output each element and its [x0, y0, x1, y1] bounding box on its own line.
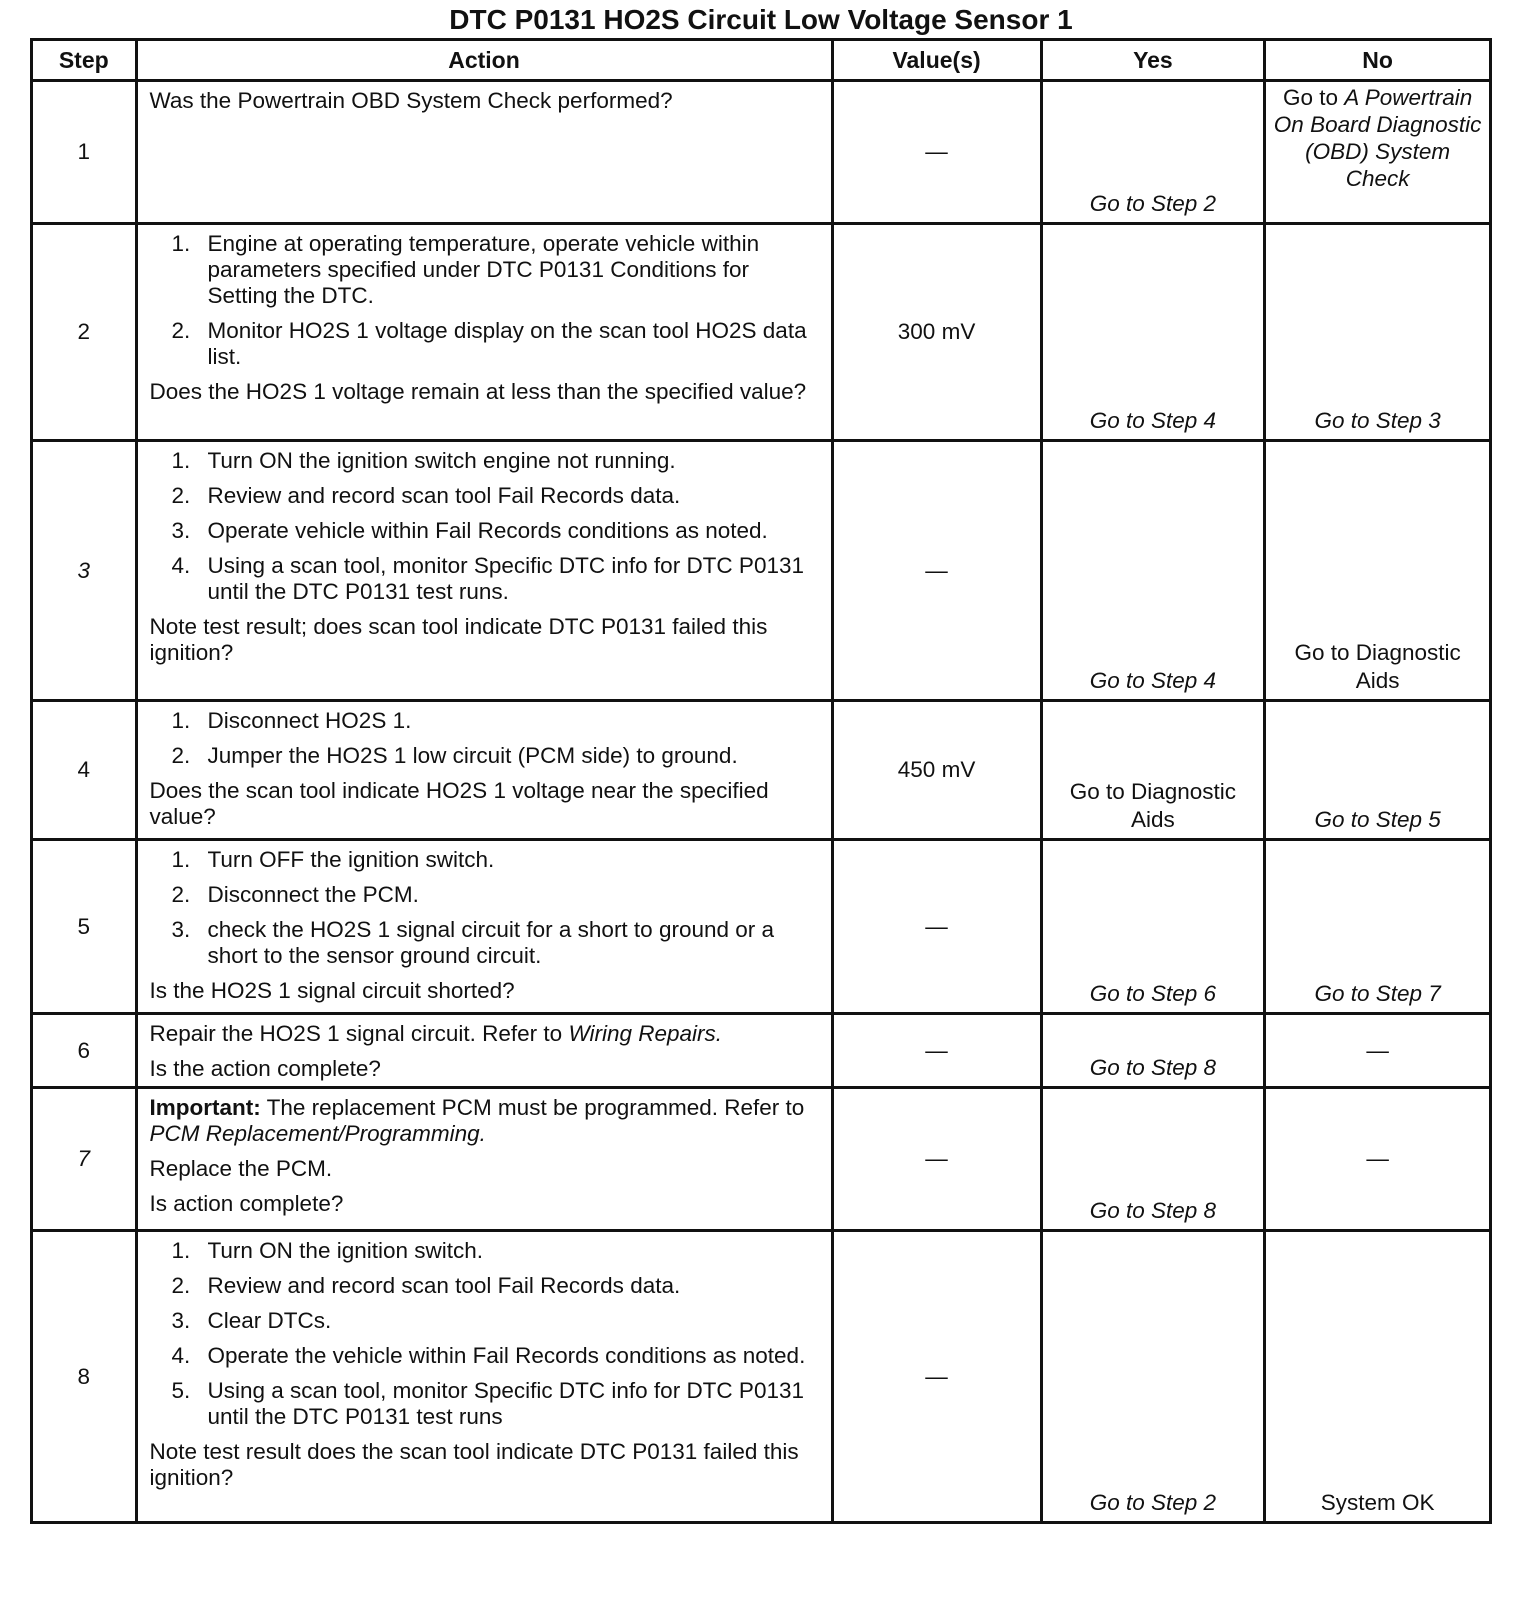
- list-item-text: Jumper the HO2S 1 low circuit (PCM side) to ground.: [207, 743, 738, 768]
- yes-cell: Go to Step 8: [1041, 1014, 1265, 1088]
- action-cell: [136, 701, 832, 840]
- action-text: Repair the HO2S 1 signal circuit. Refer to: [149, 1021, 569, 1046]
- table-row: [32, 1231, 1491, 1523]
- action-cell: [136, 1231, 832, 1523]
- header-values: Value(s): [832, 40, 1041, 81]
- list-item-text: Turn OFF the ignition switch.: [207, 847, 495, 872]
- header-action: Action: [136, 40, 832, 81]
- no-cell: Go to Diagnostic Aids: [1265, 441, 1491, 701]
- action-list: [150, 708, 821, 769]
- step-number: 2: [32, 224, 137, 441]
- action-cell: [136, 224, 832, 441]
- step-number: 4: [32, 701, 137, 840]
- yes-cell: Go to Step 4: [1041, 441, 1265, 701]
- value-cell: —: [832, 1014, 1041, 1088]
- action-list: [150, 847, 821, 969]
- header-row: [32, 40, 1491, 81]
- table-row: [32, 1088, 1491, 1231]
- action-question: Is action complete?: [149, 1191, 344, 1216]
- action-reference: PCM Replacement/Programming.: [149, 1121, 486, 1146]
- list-item-text: Disconnect HO2S 1.: [207, 708, 412, 733]
- yes-cell: Go to Step 2: [1041, 1231, 1265, 1523]
- action-cell: [136, 81, 832, 224]
- list-item-text: Review and record scan tool Fail Records data.: [207, 1273, 681, 1298]
- step-number: 3: [32, 441, 137, 701]
- list-item-text: check the HO2S 1 signal circuit for a short to ground or a short to the sensor ground circuit.: [207, 917, 775, 968]
- list-item: 1. Engine at operating temperature, operate vehicle within parameters specified under DTC P0131 Conditions for Setting the DTC.: [171, 231, 760, 308]
- value-cell: —: [832, 81, 1041, 224]
- important-note: [150, 1095, 821, 1147]
- list-item: 5. Using a scan tool, monitor Specific DTC info for DTC P0131 until the DTC P0131 test runs: [171, 1378, 804, 1429]
- value-cell: 300 mV: [832, 224, 1041, 441]
- action-cell: [136, 1014, 832, 1088]
- table-row: [32, 701, 1491, 840]
- header-yes: Yes: [1041, 40, 1265, 81]
- step-number: 5: [32, 840, 137, 1014]
- diagnostic-table: [30, 38, 1492, 1524]
- list-item: 3. check the HO2S 1 signal circuit for a short to ground or a short to the sensor ground circuit.: [171, 917, 775, 968]
- step-number: 7: [32, 1088, 137, 1231]
- step-number: 1: [32, 81, 137, 224]
- step-number: 6: [32, 1014, 137, 1088]
- header-step: Step: [32, 40, 137, 81]
- list-item: 2. Jumper the HO2S 1 low circuit (PCM side) to ground.: [171, 743, 738, 768]
- yes-cell: Go to Step 8: [1041, 1088, 1265, 1231]
- action-line: Replace the PCM.: [149, 1156, 333, 1181]
- list-item-text: Operate vehicle within Fail Records conditions as noted.: [207, 518, 768, 543]
- action-question: Note test result does the scan tool indicate DTC P0131 failed this ignition?: [149, 1439, 799, 1490]
- action-question: Does the scan tool indicate HO2S 1 voltage near the specified value?: [149, 778, 769, 829]
- no-cell: Go to Step 7: [1265, 840, 1491, 1014]
- list-item-text: Engine at operating temperature, operate vehicle within parameters specified under DTC P0131 Conditions for Setting the DTC.: [207, 231, 760, 308]
- action-question: Does the HO2S 1 voltage remain at less than the specified value?: [149, 379, 807, 404]
- action-list: [150, 1238, 821, 1430]
- list-item-text: Turn ON the ignition switch engine not running.: [207, 448, 676, 473]
- list-item: 2. Monitor HO2S 1 voltage display on the scan tool HO2S data list.: [171, 318, 807, 369]
- list-item: 4. Operate the vehicle within Fail Records conditions as noted.: [171, 1343, 806, 1368]
- list-item-text: Using a scan tool, monitor Specific DTC info for DTC P0131 until the DTC P0131 test runs: [207, 1378, 804, 1429]
- no-cell: —: [1265, 1014, 1491, 1088]
- list-item: 4. Using a scan tool, monitor Specific DTC info for DTC P0131 until the DTC P0131 test runs.: [171, 553, 804, 604]
- no-cell: [1265, 81, 1491, 224]
- list-item-text: Turn ON the ignition switch.: [207, 1238, 484, 1263]
- list-item: 2. Review and record scan tool Fail Records data.: [171, 483, 681, 508]
- no-cell: Go to Step 3: [1265, 224, 1491, 441]
- list-item: 3. Operate vehicle within Fail Records conditions as noted.: [171, 518, 768, 543]
- list-item: 3. Clear DTCs.: [171, 1308, 332, 1333]
- value-cell: 450 mV: [832, 701, 1041, 840]
- list-item-text: Review and record scan tool Fail Records data.: [207, 483, 681, 508]
- action-question: Note test result; does scan tool indicate DTC P0131 failed this ignition?: [149, 614, 768, 665]
- list-item-text: Disconnect the PCM.: [207, 882, 419, 907]
- document-title: DTC P0131 HO2S Circuit Low Voltage Sensor 1: [449, 4, 1073, 35]
- list-item-text: Operate the vehicle within Fail Records conditions as noted.: [207, 1343, 806, 1368]
- list-item: 1. Turn ON the ignition switch.: [171, 1238, 484, 1263]
- yes-cell: Go to Diagnostic Aids: [1041, 701, 1265, 840]
- list-item-text: Using a scan tool, monitor Specific DTC info for DTC P0131 until the DTC P0131 test runs.: [207, 553, 804, 604]
- step-number: 8: [32, 1231, 137, 1523]
- table-row: [32, 1014, 1491, 1088]
- action-question: Was the Powertrain OBD System Check performed?: [149, 88, 673, 113]
- action-list: [150, 448, 821, 605]
- list-item: 1. Turn ON the ignition switch engine not running.: [171, 448, 676, 473]
- no-cell: Go to Step 5: [1265, 701, 1491, 840]
- action-list: [150, 231, 821, 370]
- value-cell: —: [832, 441, 1041, 701]
- list-item: 2. Disconnect the PCM.: [171, 882, 419, 907]
- list-item: 1. Disconnect HO2S 1.: [171, 708, 412, 733]
- list-item: 1. Turn OFF the ignition switch.: [171, 847, 495, 872]
- action-question: Is the action complete?: [149, 1056, 381, 1081]
- yes-cell: Go to Step 2: [1041, 81, 1265, 224]
- action-question: Is the HO2S 1 signal circuit shorted?: [149, 978, 515, 1003]
- value-cell: —: [832, 1088, 1041, 1231]
- action-cell: [136, 441, 832, 701]
- important-text: The replacement PCM must be programmed. Refer to: [260, 1095, 805, 1120]
- table-row: [32, 81, 1491, 224]
- action-cell: [136, 840, 832, 1014]
- action-reference: Wiring Repairs.: [568, 1021, 723, 1046]
- action-line: [150, 1021, 821, 1047]
- no-cell-prefix: Go to: [1282, 85, 1345, 110]
- list-item-text: Monitor HO2S 1 voltage display on the scan tool HO2S data list.: [207, 318, 807, 369]
- header-no: No: [1265, 40, 1491, 81]
- no-cell: System OK: [1265, 1231, 1491, 1523]
- table-row: [32, 224, 1491, 441]
- value-cell: —: [832, 840, 1041, 1014]
- list-item: 2. Review and record scan tool Fail Records data.: [171, 1273, 681, 1298]
- no-cell: —: [1265, 1088, 1491, 1231]
- value-cell: —: [832, 1231, 1041, 1523]
- yes-cell: Go to Step 6: [1041, 840, 1265, 1014]
- important-label: Important:: [149, 1095, 261, 1120]
- no-cell-reference: A Powertrain On Board Diagnostic (OBD) System Check: [1273, 85, 1482, 191]
- action-cell: [136, 1088, 832, 1231]
- table-row: [32, 840, 1491, 1014]
- list-item-text: Clear DTCs.: [207, 1308, 332, 1333]
- yes-cell: Go to Step 4: [1041, 224, 1265, 441]
- table-row: [32, 441, 1491, 701]
